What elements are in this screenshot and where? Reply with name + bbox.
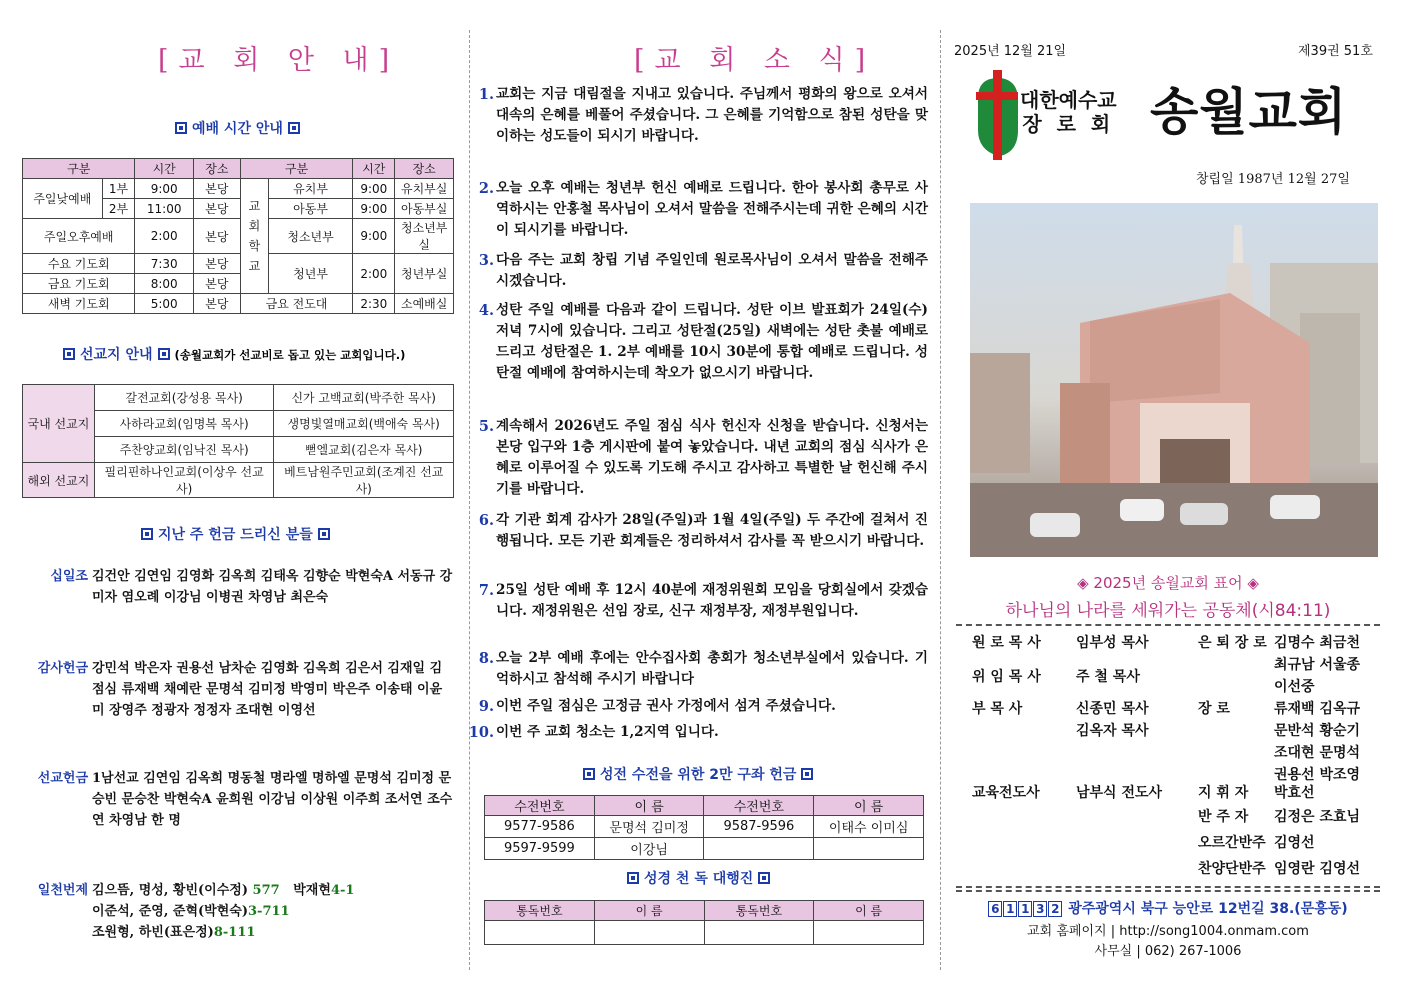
church-motto: 하나님의 나라를 세워가는 공동체(시84:11) bbox=[1005, 601, 1331, 621]
square-bullet-icon bbox=[583, 768, 595, 780]
news-item: 10. 이번 주 교회 청소는 1,2지역 입니다. bbox=[468, 724, 719, 741]
staff-label: 위 임 목 사 bbox=[972, 669, 1041, 685]
staff-name: 김명수 최금천 bbox=[1274, 635, 1361, 651]
staff-name: 조대현 문명석 bbox=[1274, 745, 1361, 761]
bible-reading-table bbox=[484, 900, 924, 945]
staff-name: 김정은 조효님 bbox=[1274, 809, 1361, 825]
building-offering-table bbox=[484, 795, 924, 860]
tithe-list: 십일조 김건안 김연임 김영화 김옥희 김태옥 김향순 박현숙A 서동규 강미자 염오례 이강님 이병권 차영남 최은숙 bbox=[50, 569, 453, 605]
church-name: 송월교회 bbox=[1150, 83, 1348, 141]
staff-name: 임영란 김영선 bbox=[1274, 861, 1361, 877]
offering-heading: 지난 주 헌금 드리신 분들 bbox=[136, 524, 335, 544]
church-news-column bbox=[468, 0, 930, 992]
building-offering-heading: 성전 수전을 위한 2만 구좌 헌금 bbox=[578, 764, 818, 784]
staff-name: 김영선 bbox=[1274, 835, 1315, 851]
table-header-row: 수전번호 이 름 수전번호 이 름 bbox=[485, 796, 924, 816]
staff-name: 임부성 목사 bbox=[1076, 635, 1149, 651]
worship-time-table bbox=[22, 158, 454, 314]
homepage-link[interactable]: 교회 홈페이지 | http://song1004.onmam.com bbox=[1027, 924, 1309, 939]
table-row bbox=[485, 921, 924, 945]
missionary-heading: 선교지 안내 (송월교회가 선교비로 돕고 있는 교회입니다.) bbox=[58, 344, 405, 364]
table-row: 주일오후예배 2:00 본당 청소년부 9:00 청소년부실 bbox=[23, 219, 454, 254]
column-divider bbox=[940, 30, 941, 970]
church-school-label: 교 회 학 교 bbox=[240, 179, 268, 294]
staff-label: 지 휘 자 bbox=[1198, 785, 1249, 801]
church-news-title: [교 회 소 식] bbox=[634, 45, 876, 76]
missionary-table bbox=[22, 384, 454, 498]
news-item: 3. 다음 주는 교회 창립 기념 주일인데 원로목사님이 오셔서 말씀을 전해주시겠습니다. bbox=[478, 252, 928, 289]
founding-date: 창립일 1987년 12월 27일 bbox=[1196, 172, 1350, 187]
news-item: 4. 성탄 주일 예배를 다음과 같이 드립니다. 성탄 이브 발표회가 24일(수) 저녁 7시에 있습니다. 그리고 성탄절(25일) 새벽에는 성탄 촛불 예배로 드리고 성탄절은 1. 2부 예배를 10시 30분에 통합 예배로 드립니다. 성탄절 예배에 참여하시는데 착오가 없으시기 바랍니다. bbox=[478, 302, 928, 381]
staff-label: 반 주 자 bbox=[1198, 809, 1249, 825]
square-bullet-icon bbox=[158, 348, 170, 360]
news-item: 6. 각 기관 회계 감사가 28일(주일)과 1월 4일(주일) 두 주간에 걸쳐서 진행됩니다. 모든 기관 회계들은 정리하셔서 감사를 꼭 받으시기 바랍니다. bbox=[478, 512, 928, 549]
column-divider bbox=[469, 30, 470, 970]
divider-line bbox=[956, 624, 1380, 626]
table-header-row: 통독번호 이 름 통독번호 이 름 bbox=[485, 901, 924, 921]
table-row: 수요 기도회 7:30 본당 청년부 2:00 청년부실 bbox=[23, 254, 454, 274]
square-bullet-icon bbox=[175, 122, 187, 134]
office-phone: 사무실 | 062) 267-1006 bbox=[1094, 944, 1242, 959]
divider-line bbox=[956, 890, 1380, 892]
denomination: 대한예수교 장 로 회 bbox=[1020, 88, 1117, 136]
church-info-title: [교 회 안 내] bbox=[158, 45, 400, 76]
bible-reading-heading: 성경 천 독 대행진 bbox=[622, 868, 775, 888]
staff-name: 박효선 bbox=[1274, 785, 1315, 801]
staff-name: 최규남 서울종 bbox=[1274, 657, 1361, 673]
motto-heading: ◈ 2025년 송월교회 표어 ◈ bbox=[1077, 574, 1259, 592]
square-bullet-icon bbox=[141, 528, 153, 540]
staff-name: 신종민 목사 bbox=[1076, 701, 1149, 717]
table-row: 9577-9586 문명석 김미정 9587-9596 이태수 이미심 bbox=[485, 816, 924, 838]
table-row: 금요 기도회 8:00 본당 bbox=[23, 274, 454, 294]
table-row: 주일낮예배 1부 9:00 본당 교 회 학 교 유치부 9:00 유치부실 bbox=[23, 179, 454, 199]
staff-name: 김옥자 목사 bbox=[1076, 723, 1149, 739]
square-bullet-icon bbox=[288, 122, 300, 134]
table-row: 해외 선교지 필리핀하나인교회(이상우 선교사) 베트남원주민교회(조계진 선교사) bbox=[23, 463, 454, 498]
staff-name: 남부식 전도사 bbox=[1076, 785, 1163, 801]
staff-label: 부 목 사 bbox=[972, 701, 1023, 717]
church-cross-logo-icon bbox=[974, 70, 1020, 160]
table-row: 9597-9599 이강님 bbox=[485, 838, 924, 860]
church-address: 6 1 1 3 2 광주광역시 북구 능안로 12번길 38.(문흥동) bbox=[952, 898, 1384, 918]
news-item: 8. 오늘 2부 예배 후에는 안수집사회 총회가 청소년부실에서 있습니다. 기억하시고 참석해 주시기 바랍니다 bbox=[478, 650, 928, 687]
worship-time-heading: 예배 시간 안내 bbox=[170, 118, 305, 138]
staff-name: 문반석 황순기 bbox=[1274, 723, 1361, 739]
staff-name: 주 철 목사 bbox=[1076, 669, 1140, 685]
table-row: 사하라교회(임명복 목사) 생명빛열매교회(백애숙 목사) bbox=[23, 411, 454, 437]
news-item: 5. 계속해서 2026년도 주일 점심 식사 헌신자 신청을 받습니다. 신청서는 본당 입구와 1층 게시판에 붙여 놓았습니다. 내년 교회의 점심 식사가 은혜로 이루어질 수 있도록 기도해 주시고 감사하고 특별한 날 헌신해 주시기를 바랍니다. bbox=[478, 418, 928, 497]
news-item: 1. 교회는 지금 대림절을 지내고 있습니다. 주님께서 평화의 왕으로 오셔서 대속의 은혜를 베풀어 주셨습니다. 그 은혜를 기억함으로 참된 성탄을 맞이하는 성도들이 되시기 바랍니다. bbox=[478, 86, 928, 144]
square-bullet-icon bbox=[758, 872, 770, 884]
mission-offering-list: 선교헌금 1남선교 김연임 김옥희 명동철 명라엘 명하엘 문명석 김미정 문승빈 문승찬 박현숙A 윤희원 이강님 이상원 이주희 조서연 조수연 차영남 한 명 bbox=[37, 771, 453, 828]
square-bullet-icon bbox=[627, 872, 639, 884]
staff-name: 권용선 박조영 bbox=[1274, 767, 1361, 783]
square-bullet-icon bbox=[63, 348, 75, 360]
table-header-row: 구분 시간 장소 구분 시간 장소 bbox=[23, 159, 454, 179]
square-bullet-icon bbox=[318, 528, 330, 540]
staff-label: 장 로 bbox=[1198, 701, 1230, 717]
news-item: 9. 이번 주일 점심은 고정금 권사 가정에서 섬겨 주셨습니다. bbox=[478, 698, 836, 715]
bulletin-date: 2025년 12월 21일 bbox=[954, 44, 1067, 59]
church-info-column bbox=[18, 0, 458, 992]
table-row: 2부 11:00 본당 아동부 9:00 아동부실 bbox=[23, 199, 454, 219]
staff-label: 교육전도사 bbox=[972, 785, 1040, 801]
staff-name: 류재백 김옥규 bbox=[1274, 701, 1361, 717]
staff-label: 은 퇴 장 로 bbox=[1198, 635, 1267, 651]
table-row: 주찬양교회(임낙진 목사) 뻗엘교회(김은자 목사) bbox=[23, 437, 454, 463]
church-building-image bbox=[970, 203, 1378, 557]
divider-line bbox=[956, 886, 1380, 888]
issue-number: 제39권 51호 bbox=[1298, 44, 1373, 59]
church-building-photo bbox=[970, 203, 1378, 557]
table-row: 새벽 기도회 5:00 본당 금요 전도대 2:30 소예배실 bbox=[23, 294, 454, 314]
ilcheon-offering-list: 일천번제 김으뜸, 명성, 황빈(이수정) 577 박재현4-1 이준석, 준영, 준혁(박현숙)3-711 조원형, 하빈(표은정)8-111 bbox=[37, 883, 355, 940]
bulletin-cover-column bbox=[952, 0, 1384, 992]
news-item: 7. 25일 성탄 예배 후 12시 40분에 재정위원회 모임을 당회실에서 갖겠습니다. 재정위원은 선임 장로, 신구 재정부장, 재정부원입니다. bbox=[478, 582, 928, 619]
staff-label: 오르간반주 bbox=[1198, 835, 1266, 851]
square-bullet-icon bbox=[801, 768, 813, 780]
news-item: 2. 오늘 오후 예배는 청년부 헌신 예배로 드립니다. 한아 봉사회 총무로 사역하시는 안홍철 목사님이 오셔서 말씀을 전해주시는데 귀한 은혜의 시간이 되시기를 바랍니다. bbox=[478, 180, 928, 238]
table-row: 국내 선교지 갈전교회(강성용 목사) 신가 고백교회(박주한 목사) bbox=[23, 385, 454, 411]
staff-name: 이선중 bbox=[1274, 679, 1315, 695]
thanks-offering-list: 감사헌금 강민석 박은자 권용선 남차순 김영화 김옥희 김은서 김재일 김점심 류재백 채예란 문명석 김미정 박영미 박은주 이송태 이윤미 장영주 정광자 정정자 조대현 이영선 bbox=[37, 661, 443, 718]
staff-label: 원 로 목 사 bbox=[972, 635, 1041, 651]
staff-label: 찬양단반주 bbox=[1198, 861, 1266, 877]
